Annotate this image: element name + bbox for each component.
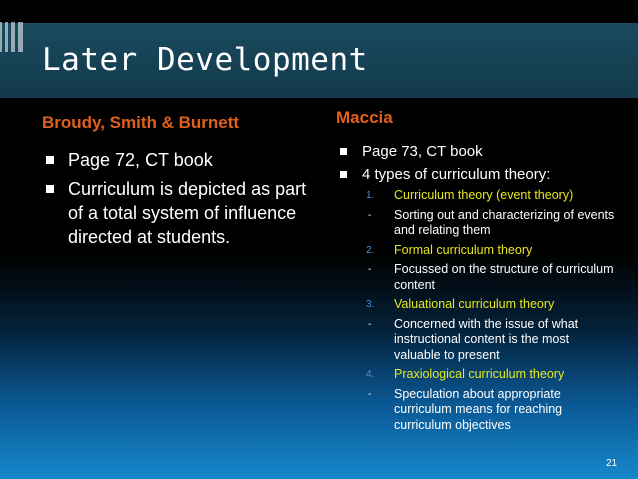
theory-type-item — [366, 367, 616, 383]
item-text: Speculation about appropriate curriculum means for reaching curriculum objectives — [394, 386, 563, 432]
decorative-bars — [0, 22, 30, 62]
item-text: Formal curriculum theory — [394, 242, 533, 257]
theory-type-item — [366, 243, 616, 259]
item-marker: - — [368, 318, 372, 330]
bullet-square-icon — [46, 156, 54, 164]
bullet-square-icon — [46, 185, 54, 193]
theory-description-item — [366, 208, 616, 239]
right-bullet-list — [336, 141, 626, 187]
item-marker: 2. — [366, 244, 375, 256]
theory-description-item — [366, 262, 616, 293]
right-column-heading: Maccia — [336, 108, 393, 127]
theory-type-item — [366, 297, 616, 313]
item-marker: 4. — [366, 369, 375, 380]
list-item — [42, 177, 307, 249]
curriculum-theory-types-list — [366, 188, 616, 437]
list-item — [42, 148, 307, 172]
bullet-square-icon — [340, 148, 347, 155]
bullet-text: Page 72, CT book — [68, 150, 213, 170]
item-text: Praxiological curriculum theory — [394, 367, 565, 381]
theory-description-item — [366, 387, 616, 434]
item-text: Focussed on the structure of curriculum content — [394, 262, 614, 292]
item-marker: - — [368, 209, 372, 221]
bullet-text: Curriculum is depicted as part of a total system of influence directed at students. — [68, 179, 307, 247]
item-text: Concerned with the issue of what instructional content is the most valuable to present — [394, 316, 579, 362]
list-item — [336, 141, 626, 162]
item-text: Curriculum theory (event theory) — [394, 188, 574, 202]
page-number: 21 — [606, 458, 618, 469]
theory-type-item — [366, 188, 616, 204]
slide-title: Later Development — [42, 42, 368, 78]
item-marker: 1. — [366, 190, 375, 201]
item-marker: - — [368, 388, 372, 400]
list-item — [336, 164, 626, 185]
theory-description-item — [366, 317, 616, 364]
item-text: Valuational curriculum theory — [394, 297, 555, 311]
left-column-heading: Broudy, Smith & Burnett — [42, 113, 240, 132]
item-marker: - — [368, 264, 372, 275]
item-text: Sorting out and characterizing of events and relating them — [394, 207, 615, 237]
bullet-square-icon — [340, 171, 347, 178]
bullet-text: 4 types of curriculum theory: — [362, 166, 551, 183]
bullet-text: Page 73, CT book — [362, 143, 483, 160]
item-marker: 3. — [366, 299, 375, 310]
left-bullet-list — [42, 148, 307, 254]
